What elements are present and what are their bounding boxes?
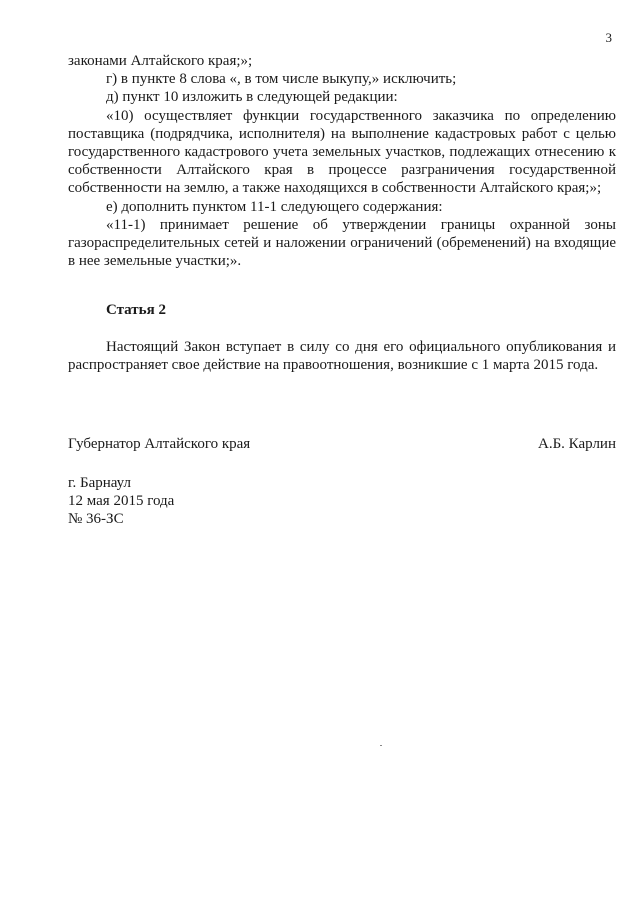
paragraph-2: д) пункт 10 изложить в следующей редакции:	[106, 89, 398, 106]
page-number: 3	[605, 30, 612, 45]
signatory-name: А.Б. Карлин	[537, 436, 616, 452]
paragraph-0: законами Алтайского края;»;	[68, 53, 253, 69]
paragraph-1: г) в пункте 8 слова «, в том числе выкупу,» исключить;	[106, 71, 457, 88]
paragraph-4: е) дополнить пунктом 11-1 следующего содержания:	[106, 198, 443, 215]
amendments-text	[68, 52, 616, 270]
paragraph-3: «10) осуществляет функции государственного заказчика по определению поставщика (подрядчика, исполнителя) на выполнение кадастровых работ с целью государственного кадастрового учета земельных участков, подлежащих отнесению к собственности Алтайского края в процессе разграничения государственной собственности на землю, а также находящихся в собственности Алтайского края;»;	[68, 107, 616, 197]
article-title: Статья 2	[106, 302, 166, 318]
signatory-position: Губернатор Алтайского края	[68, 436, 251, 452]
article-body: Настоящий Закон вступает в силу со дня его официального опубликования и распространяет свое действие на правоотношения, возникшие с 1 марта 2015 года.	[68, 339, 616, 374]
place-date-block	[68, 474, 174, 529]
city: г. Барнаул	[68, 475, 131, 491]
law-number: № 36-ЗС	[68, 511, 124, 528]
paragraph-5: «11-1) принимает решение об утверждении границы охранной зоны газораспределительных сетей и наложении ограничений (обременений) на входящие в нее земельные участки;».	[68, 216, 616, 270]
signature-row	[68, 436, 616, 453]
date: 12 мая 2015 года	[68, 493, 175, 510]
scan-speck	[380, 745, 382, 746]
